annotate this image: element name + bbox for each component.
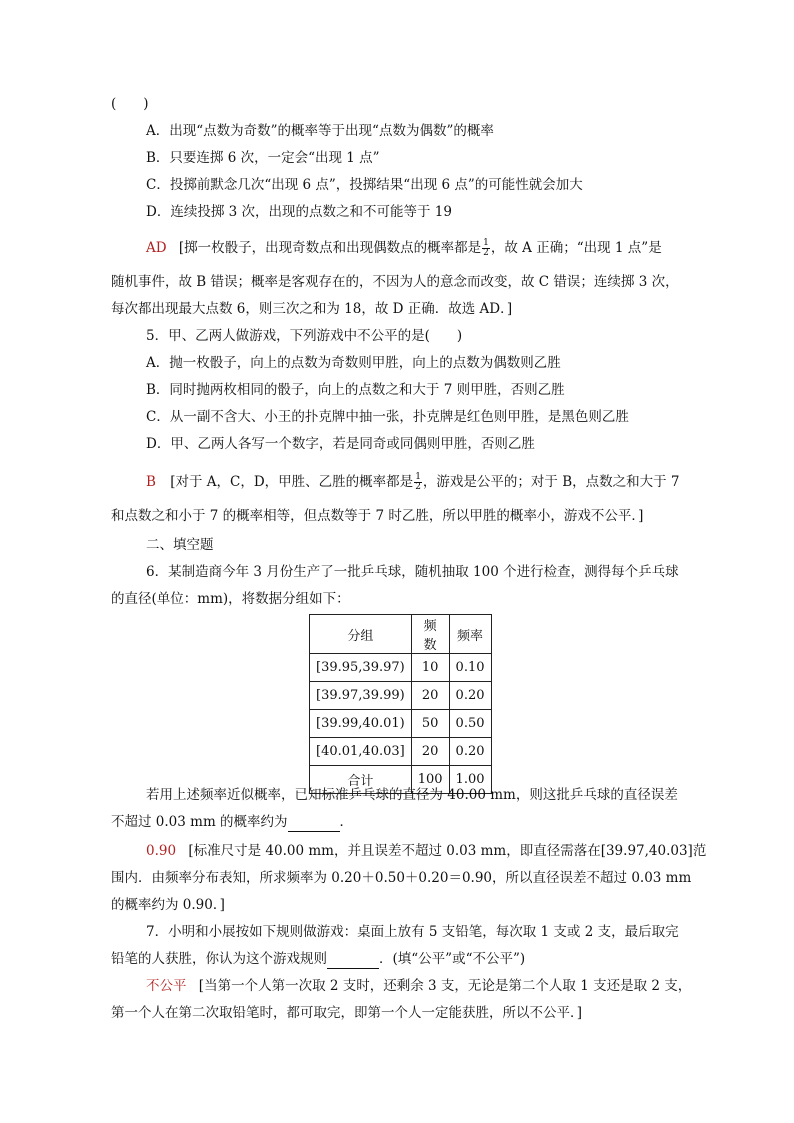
q5-explanation-line1 [146, 472, 680, 492]
table-cell: [39.99,40.01) [310, 710, 412, 738]
q4-stem-tail: ( ) [111, 96, 149, 112]
table-header-cell: 频数 [411, 615, 449, 654]
table-cell: [39.97,39.99) [310, 682, 412, 710]
table-row [310, 654, 492, 682]
q5-option-b: B．同时抛两枚相同的骰子，向上的点数之和大于 7 则甲胜，否则乙胜 [146, 382, 565, 398]
table-cell: 0.50 [449, 710, 491, 738]
q4-option-c: C．投掷前默念几次“出现 6 点”，投掷结果“出现 6 点”的可能性就会加大 [146, 177, 583, 193]
q7-stem-2b: ．(填“公平”或“不公平”) [379, 951, 526, 967]
table-cell: 50 [411, 710, 449, 738]
table-row [310, 738, 492, 766]
frequency-table [309, 614, 492, 794]
q6-ask-2a: 不超过 0.03 mm 的概率约为 [111, 814, 288, 830]
q6-expl-1: [标准尺寸是 40.00 mm，并且误差不超过 0.03 mm，即直径需落在[39.97,40.03]范 [188, 843, 707, 859]
q5-stem: 5．甲、乙两人做游戏，下列游戏中不公平的是( ) [146, 328, 463, 344]
q4-answer: AD [146, 240, 167, 256]
q5-option-c: C．从一副不含大、小王的扑克牌中抽一张，扑克牌是红色则甲胜，是黑色则乙胜 [146, 409, 629, 425]
q4-option-a: A．出现“点数为奇数”的概率等于出现“点数为偶数”的概率 [146, 123, 494, 139]
q5-fraction [414, 473, 422, 492]
table-cell: [40.01,40.03] [310, 738, 412, 766]
q6-stem-line2: 的直径(单位：mm)，将数据分组如下： [111, 591, 350, 607]
q4-expl-1b: ，故 A 正确；“出现 1 点”是 [490, 240, 662, 256]
table-cell: 20 [411, 738, 449, 766]
q7-answer: 不公平 [146, 978, 187, 994]
table-row [310, 682, 492, 710]
q5-frac-den: 2 [415, 482, 421, 492]
table-header-cell: 频率 [449, 615, 491, 654]
q4-option-b: B．只要连掷 6 次，一定会“出现 1 点” [146, 150, 380, 166]
q4-explanation-line2: 随机事件，故 B 错误；概率是客观存在的，不因为人的意念而改变，故 C 错误；连续掷 3 次， [111, 274, 679, 290]
q5-frac-num: 1 [415, 472, 421, 482]
q6-explanation-line1 [146, 841, 706, 861]
q7-expl-1: [当第一个人第一次取 2 支时，还剩余 3 支，无论是第二个人取 1 支还是取 2 支， [198, 978, 692, 994]
table-cell: 20 [411, 682, 449, 710]
table-row [310, 710, 492, 738]
q7-stem-2a: 铅笔的人获胜，你认为这个游戏规则 [111, 951, 327, 967]
q7-answer-blank[interactable] [327, 954, 379, 969]
q6-ask-line2 [111, 812, 353, 832]
q6-answer-blank[interactable] [288, 817, 340, 832]
table-cell: 0.10 [449, 654, 491, 682]
q4-frac-num: 1 [483, 238, 489, 248]
q4-explanation-line3: 每次都出现最大点数 6，则三次之和为 18，故 D 正确．故选 AD．] [111, 301, 513, 317]
q4-expl-1a: [掷一枚骰子，出现奇数点和出现偶数点的概率都是 [178, 240, 482, 256]
q4-fraction [482, 239, 490, 258]
table-header-row [310, 615, 492, 654]
q6-explanation-line2: 围内．由频率分布表知，所求频率为 0.20＋0.50＋0.20＝0.90，所以直径误差不超过 0.03 mm [111, 870, 692, 886]
q6-ask-line1: 若用上述频率近似概率，已知标准乒乓球的直径为 40.00 mm，则这批乒乓球的直径误差 [146, 787, 678, 803]
q6-explanation-line3: 的概率约为 0.90．] [111, 897, 225, 913]
q5-option-a: A．抛一枚骰子，向上的点数为奇数则甲胜，向上的点数为偶数则乙胜 [146, 355, 561, 371]
q5-explanation-line2: 和点数之和小于 7 的概率相等，但点数等于 7 时乙胜，所以甲胜的概率小，游戏不公平．] [111, 508, 644, 524]
q6-stem-line1: 6．某制造商今年 3 月份生产了一批乒乓球，随机抽取 100 个进行检查，测得每个乒乓球 [146, 564, 679, 580]
q6-ask-2b: ． [339, 814, 354, 830]
table-cell: 合计 [310, 766, 412, 794]
q7-explanation-line1 [146, 976, 691, 996]
table-cell: 1.00 [449, 766, 491, 794]
table-cell: 0.20 [449, 738, 491, 766]
q7-stem-line1: 7．小明和小展按如下规则做游戏：桌面上放有 5 支铅笔，每次取 1 支或 2 支，最后取完 [146, 924, 679, 940]
q4-frac-den: 2 [483, 248, 489, 258]
q7-explanation-line2: 第一个人在第二次取铅笔时，都可取完，即第一个人一定能获胜，所以不公平．] [111, 1005, 583, 1021]
q4-option-d: D．连续投掷 3 次，出现的点数之和不可能等于 19 [146, 204, 452, 220]
q4-explanation-line1 [146, 238, 662, 258]
table-cell: [39.95,39.97) [310, 654, 412, 682]
q5-expl-1a: [对于 A，C，D，甲胜、乙胜的概率都是 [170, 474, 414, 490]
q5-answer: B [146, 474, 156, 490]
section-heading: 二、填空题 [146, 537, 214, 553]
q5-option-d: D．甲、乙两人各写一个数字，若是同奇或同偶则甲胜，否则乙胜 [146, 436, 535, 452]
q5-expl-1b: ，游戏是公平的；对于 B，点数之和大于 7 [422, 474, 680, 490]
table-cell: 10 [411, 654, 449, 682]
q7-stem-line2 [111, 949, 525, 969]
table-cell: 0.20 [449, 682, 491, 710]
q6-answer: 0.90 [146, 843, 177, 859]
table-cell: 100 [411, 766, 449, 794]
table-header-cell: 分组 [310, 615, 412, 654]
